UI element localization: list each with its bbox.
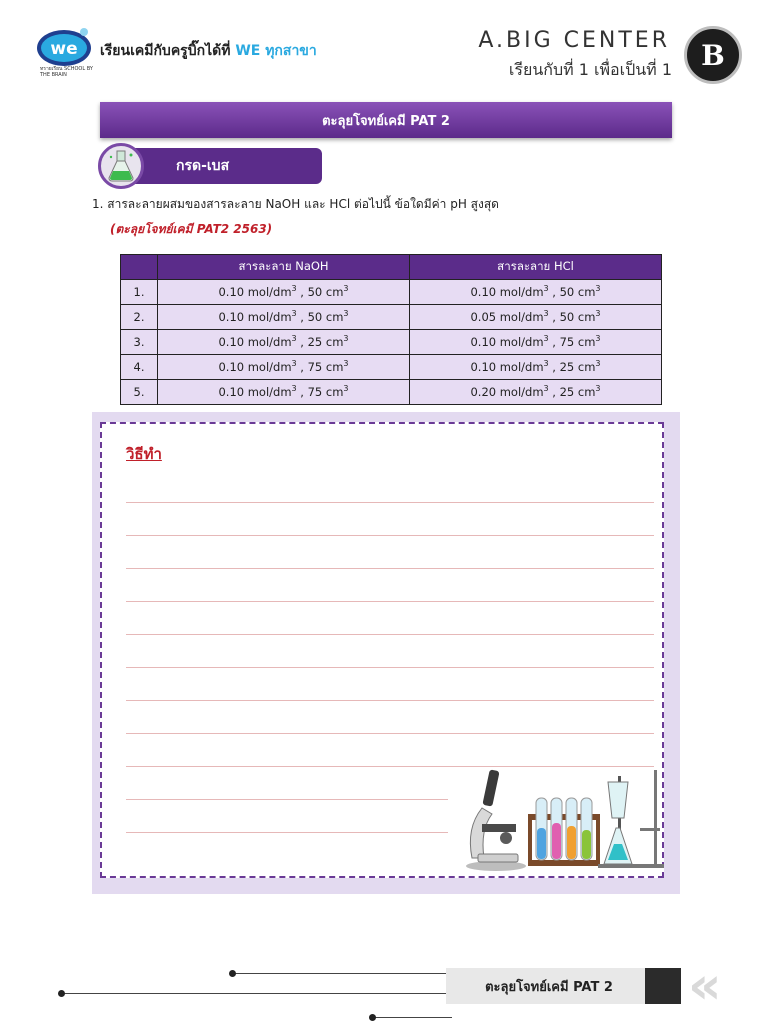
header-naoh: สารละลาย NaOH bbox=[158, 255, 410, 280]
writing-line bbox=[126, 667, 654, 668]
naoh-cell: 0.10 mol/$dm^3$ , 75 $cm^3$ bbox=[158, 355, 410, 380]
row-number: 3. bbox=[121, 330, 158, 355]
lab-equipment-illustration bbox=[458, 768, 666, 874]
question-source: (ตะลุยโจทย์เคมี PAT2 2563) bbox=[110, 222, 273, 236]
topic-label: กรด-เบส bbox=[176, 158, 230, 174]
hcl-cell: 0.20 mol/$dm^3$ , 25 $cm^3$ bbox=[410, 380, 662, 405]
hcl-cell: 0.05 mol/$dm^3$ , 50 $cm^3$ bbox=[410, 305, 662, 330]
table-row bbox=[121, 355, 662, 380]
writing-line bbox=[126, 799, 448, 800]
naoh-cell: 0.10 mol/$dm^3$ , 50 $cm^3$ bbox=[158, 305, 410, 330]
row-number: 1. bbox=[121, 280, 158, 305]
brand-logo: B bbox=[684, 26, 742, 84]
page-header bbox=[0, 0, 768, 90]
header-number bbox=[121, 255, 158, 280]
microscope-icon bbox=[466, 769, 526, 871]
method-section bbox=[92, 412, 680, 894]
test-tubes-icon bbox=[528, 798, 600, 866]
writing-line bbox=[126, 502, 654, 503]
data-table bbox=[120, 254, 662, 405]
lab-glassware-icon bbox=[598, 770, 664, 868]
flask-badge bbox=[98, 143, 144, 189]
table-row bbox=[121, 280, 662, 305]
naoh-cell: 0.10 mol/$dm^3$ , 75 $cm^3$ bbox=[158, 380, 410, 405]
row-number: 5. bbox=[121, 380, 158, 405]
naoh-cell: 0.10 mol/$dm^3$ , 50 $cm^3$ bbox=[158, 280, 410, 305]
writing-line bbox=[126, 766, 654, 767]
writing-line bbox=[126, 634, 654, 635]
table-row bbox=[121, 330, 662, 355]
writing-line bbox=[126, 700, 654, 701]
hcl-cell: 0.10 mol/$dm^3$ , 50 $cm^3$ bbox=[410, 280, 662, 305]
slogan-we: WE ทุกสาขา bbox=[235, 43, 317, 59]
header-slogan bbox=[100, 40, 317, 62]
footer-line bbox=[62, 993, 452, 994]
footer-line bbox=[372, 1017, 452, 1018]
footer-block bbox=[645, 968, 681, 1004]
hcl-cell: 0.10 mol/$dm^3$ , 25 $cm^3$ bbox=[410, 355, 662, 380]
we-logo-text: we bbox=[50, 39, 78, 59]
question-text: 1. สารละลายผสมของสารละลาย NaOH และ HCl ต่อไปนี้ ข้อใดมีค่า pH สูงสุด bbox=[92, 197, 499, 211]
row-number: 4. bbox=[121, 355, 158, 380]
writing-line bbox=[126, 601, 654, 602]
table-header-row bbox=[121, 255, 662, 280]
row-number: 2. bbox=[121, 305, 158, 330]
writing-line bbox=[126, 568, 654, 569]
brand-name: A.BIG CENTER bbox=[478, 28, 670, 53]
table-row bbox=[121, 305, 662, 330]
chevron-double-right-icon: « bbox=[688, 956, 722, 1016]
method-answer-box[interactable] bbox=[100, 422, 664, 878]
footer-dot bbox=[229, 970, 236, 977]
naoh-cell: 0.10 mol/$dm^3$ , 25 $cm^3$ bbox=[158, 330, 410, 355]
hcl-cell: 0.10 mol/$dm^3$ , 75 $cm^3$ bbox=[410, 330, 662, 355]
footer-line bbox=[232, 973, 458, 974]
brand-tagline: เรียนกับที่ 1 เพื่อเป็นที่ 1 bbox=[508, 60, 672, 79]
writing-line bbox=[126, 832, 448, 833]
table-row bbox=[121, 380, 662, 405]
header-hcl: สารละลาย HCl bbox=[410, 255, 662, 280]
footer-dot bbox=[369, 1014, 376, 1021]
writing-line bbox=[126, 535, 654, 536]
page-title: ตะลุยโจทย์เคมี PAT 2 bbox=[100, 102, 672, 138]
footer-dot bbox=[58, 990, 65, 997]
footer-title: ตะลุยโจทย์เคมี PAT 2 bbox=[446, 968, 652, 1004]
flask-icon bbox=[101, 146, 141, 186]
we-logo bbox=[36, 28, 92, 68]
we-tagline: ทรายเรียน SCHOOL BY THE BRAIN bbox=[40, 66, 93, 78]
writing-line bbox=[126, 733, 654, 734]
topic-banner bbox=[120, 148, 322, 184]
method-label: วิธีทำ bbox=[126, 445, 162, 463]
slogan-main: เรียนเคมีกับครูบิ๊กได้ที่ bbox=[100, 43, 231, 59]
